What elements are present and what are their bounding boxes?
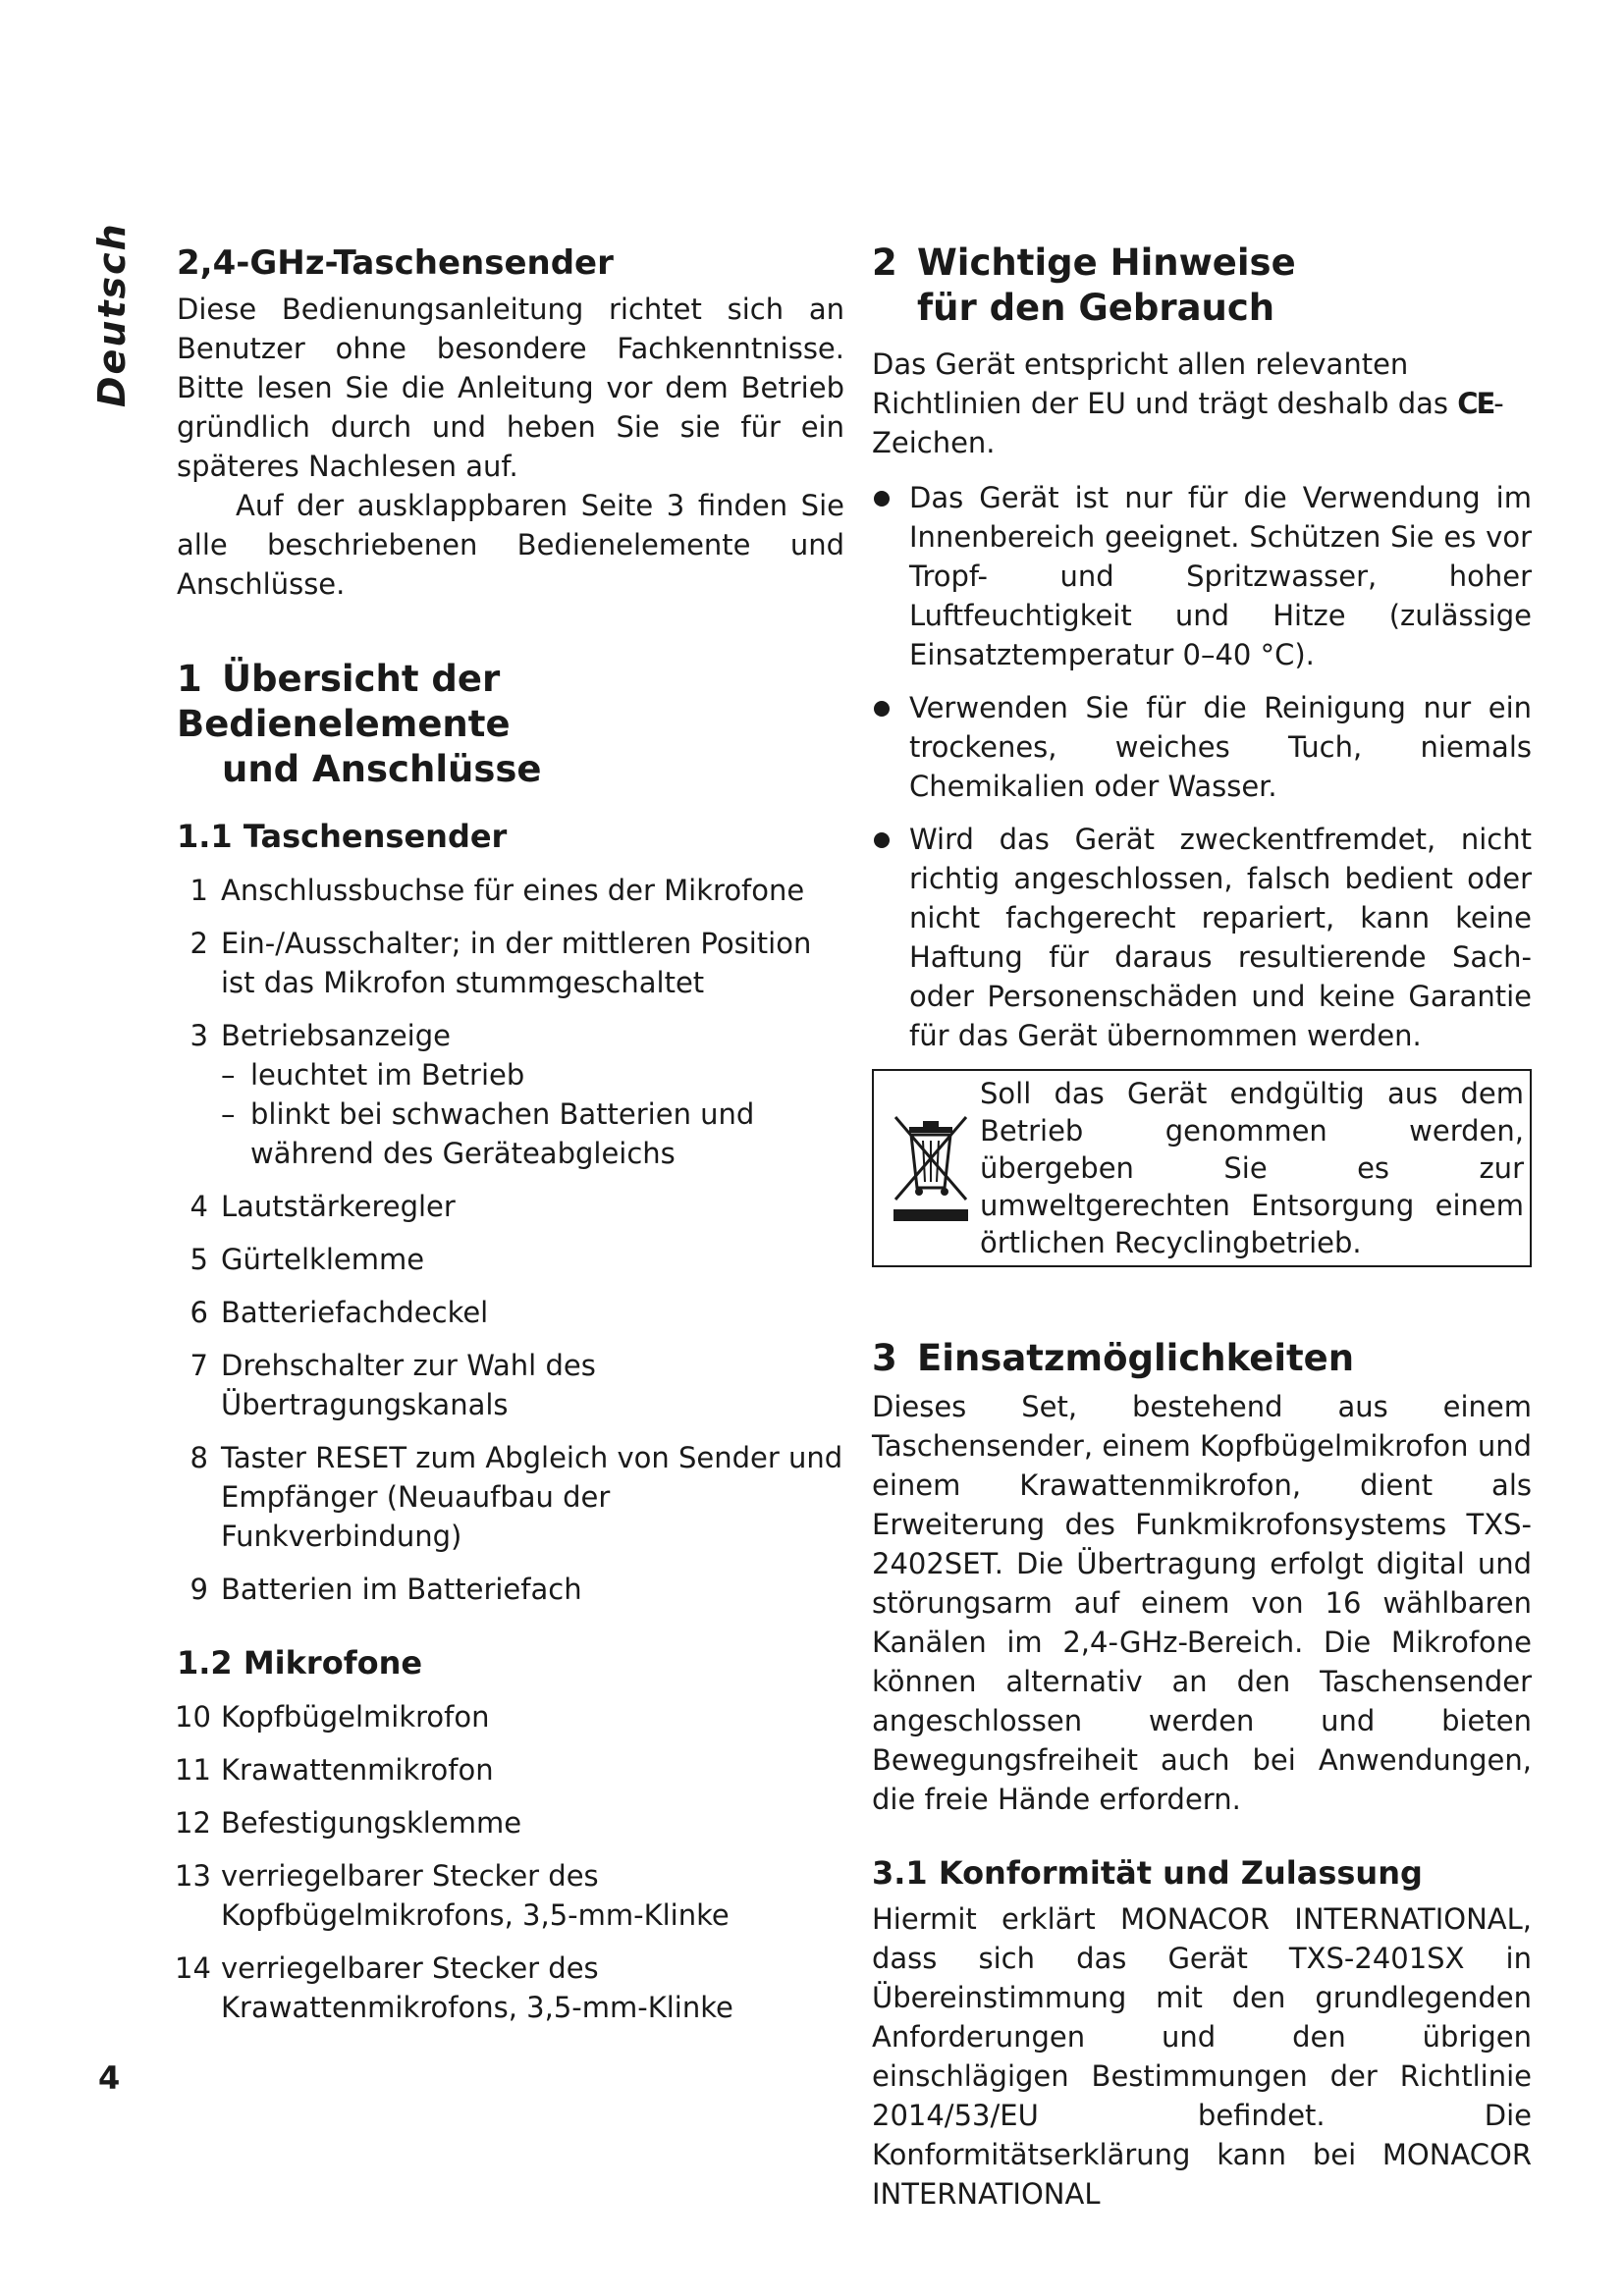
microphones-list <box>177 1697 844 2027</box>
bullet-item: Verwenden Sie für die Reinigung nur ein trockenes, weiches Tuch, niemals Chemikalien oder Wasser. <box>872 688 1532 806</box>
bullet-item: Das Gerät ist nur für die Verwendung im Innenbereich geeignet. Schützen Sie es vor Tropf- und Spritzwasser, hoher Luftfeuchtigkeit und Hitze (zulässige Einsatztemperatur 0–40 °C). <box>872 478 1532 674</box>
document-title: 2,4-GHz-Taschensender <box>177 243 614 283</box>
ce-mark-icon: CE <box>1457 387 1494 420</box>
right-column <box>872 240 1532 2214</box>
list-item: 8 Taster RESET zum Abgleich von Sender und Empfänger (Neuaufbau der Funkverbindung) <box>189 1441 843 1553</box>
list-item: 9 Batterien im Batteriefach <box>189 1573 582 1606</box>
controls-list <box>177 871 844 1609</box>
subsection-1-2-heading: 1.2 Mikrofone <box>177 1644 423 1682</box>
list-item: 14 verriegelbarer Stecker des Krawattenmikrofons, 3,5-mm-Klinke <box>175 1951 733 2024</box>
section-title: Übersicht der Bedienelemente <box>177 658 511 745</box>
bullet-item: Wird das Gerät zweckentfremdet, nicht richtig angeschlossen, falsch bedient oder nicht fachgerecht repariert, kann keine Haftung für daraus resultierende Sach- oder Personenschäden und keine Garantie für das Gerät übernommen werden. <box>872 820 1532 1055</box>
list-item: 1 Anschlussbuchse für eines der Mikrofone <box>189 874 805 907</box>
section-title: Einsatzmöglichkeiten <box>917 1337 1355 1379</box>
bullet-icon <box>874 491 890 507</box>
sublist-item: – leuchtet im Betrieb <box>221 1058 525 1092</box>
crossed-out-bin-icon <box>882 1075 980 1261</box>
disposal-notice-box <box>872 1069 1532 1267</box>
section-3-heading <box>872 1336 1532 1381</box>
section-title-continued: und Anschlüsse <box>222 748 542 790</box>
bullet-icon <box>874 832 890 848</box>
list-item: 11 Krawattenmikrofon <box>175 1753 494 1787</box>
section-number: 3 <box>872 1337 897 1379</box>
ce-paragraph: Das Gerät entspricht allen relevanten Richtlinien der EU und trägt deshalb das CE-Zeichen. <box>872 347 1504 459</box>
list-item: 7 Drehschalter zur Wahl des Übertragungskanals <box>189 1349 596 1421</box>
intro-paragraph: Diese Bedienungsanleitung richtet sich an Benutzer ohne besondere Fachkenntnisse. Bitte lesen Sie die Anleitung vor dem Betrieb gründlich durch und heben Sie sie für ein späteres Nachlesen auf. <box>177 293 844 483</box>
safety-notes-list <box>872 478 1532 1055</box>
language-tab: Deutsch <box>90 222 134 407</box>
section-title-continued: für den Gebrauch <box>917 287 1275 329</box>
section-title: Wichtige Hinweise <box>917 241 1296 284</box>
subsection-3-1-heading: 3.1 Konformität und Zulassung <box>872 1854 1423 1892</box>
disposal-text: Soll das Gerät endgültig aus dem Betrieb genommen werden, übergeben Sie es zur umweltgerechten Entsorgung einem örtlichen Recyclingbetrieb. <box>980 1077 1524 1259</box>
section-1-heading <box>177 657 844 792</box>
conformity-paragraph: Hiermit erklärt MONACOR INTERNATIONAL, dass sich das Gerät TXS-2401SX in Übereinstimmung mit den grundlegenden Anforderungen und den übrigen einschlägigen Bestimmungen der Richtlinie 2014/53/EU befindet. Die Konformitätserklärung kann bei MONACOR INTERNATIONAL <box>872 1902 1532 2211</box>
status-indicator-sublist <box>221 1055 844 1173</box>
sublist-item: – blinkt bei schwachen Batterien und während des Geräteabgleichs <box>221 1097 755 1170</box>
section-number: 2 <box>872 241 897 284</box>
list-item: 6 Batteriefachdeckel <box>189 1296 489 1329</box>
list-item: 12 Befestigungsklemme <box>175 1806 522 1840</box>
subsection-1-1-heading: 1.1 Taschensender <box>177 818 508 855</box>
list-item: 4 Lautstärkeregler <box>189 1190 456 1223</box>
left-column <box>177 240 844 2041</box>
list-item: 5 Gürtelklemme <box>189 1243 425 1276</box>
list-item: 13 verriegelbarer Stecker des Kopfbügelmikrofons, 3,5-mm-Klinke <box>175 1859 730 1932</box>
intro-paragraph-2: Auf der ausklappbaren Seite 3 finden Sie alle beschriebenen Bedienelemente und Anschlüsse. <box>177 489 844 601</box>
list-item: 2 Ein-/Ausschalter; in der mittleren Position ist das Mikrofon stummgeschaltet <box>189 927 812 999</box>
section-2-heading <box>872 240 1532 331</box>
bullet-icon <box>874 701 890 717</box>
section-number: 1 <box>177 658 202 700</box>
list-item: 10 Kopfbügelmikrofon <box>175 1700 490 1734</box>
page-number: 4 <box>98 2059 121 2097</box>
applications-paragraph: Dieses Set, bestehend aus einem Taschensender, einem Kopfbügelmikrofon und einem Krawattenmikrofon, dient als Erweiterung des Funkmikrofonsystems TXS-2402SET. Die Übertragung erfolgt digital und störungsarm auf einem von 16 wählbaren Kanälen im 2,4-GHz-Bereich. Die Mikrofone können alternativ an den Taschensender angeschlossen werden und bieten Bewegungsfreiheit auch bei Anwendungen, die freie Hände erfordern. <box>872 1390 1532 1816</box>
list-item: 3 Betriebsanzeige – leuchtet im Betrieb – blinkt bei schwachen Batterien und während des Geräteabgleichs <box>177 1016 844 1173</box>
